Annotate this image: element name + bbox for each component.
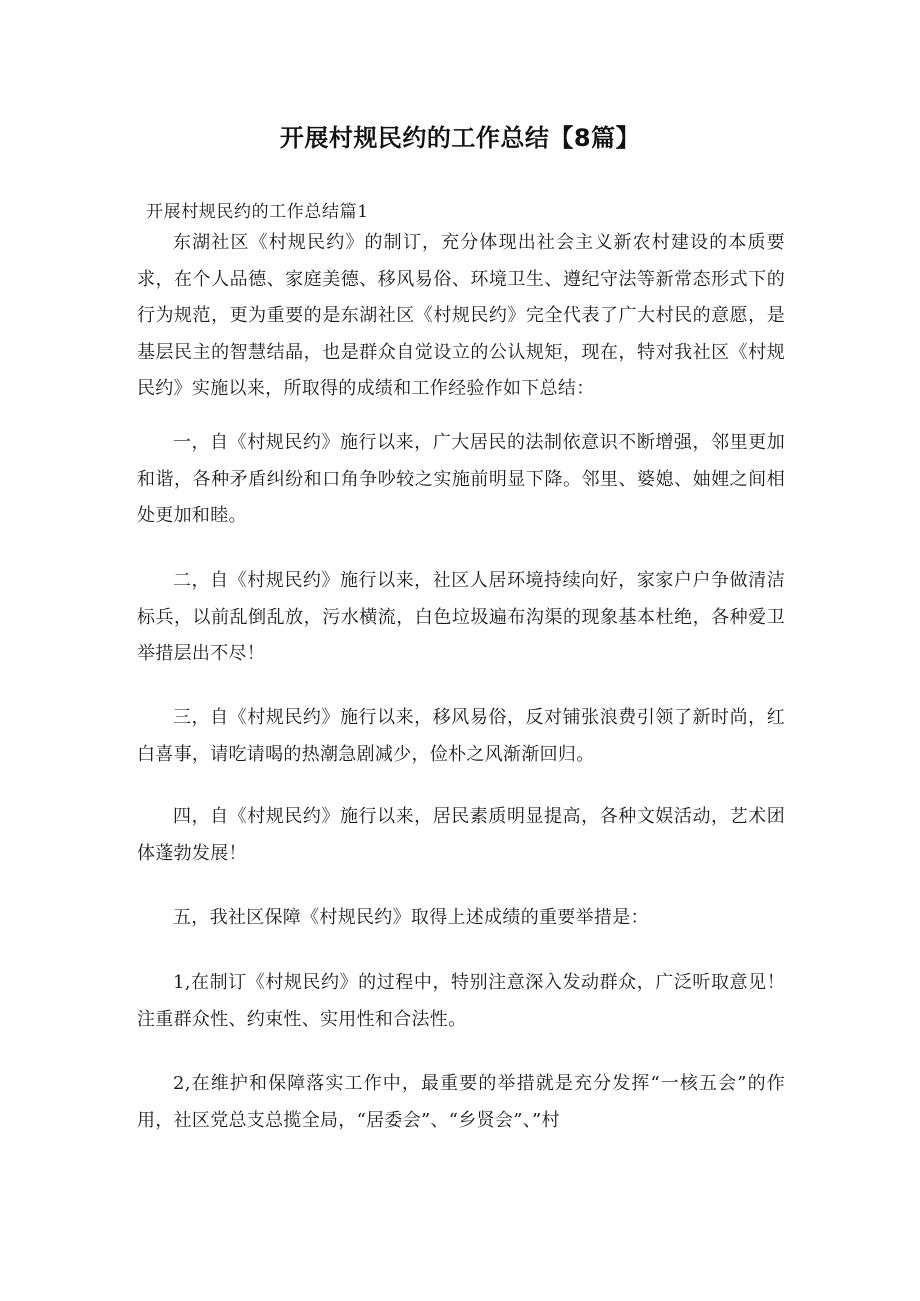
- section-heading: 开展村规民约的工作总结篇1: [146, 202, 369, 222]
- paragraph-measure-2: 2,在维护和保障落实工作中，最重要的举措就是充分发挥“一核五会”的作用，社区党总支总揽全局，“居委会”、“乡贤会”、”村: [137, 1073, 785, 1131]
- paragraph-point-4: 四，自《村规民约》施行以来，居民素质明显提高，各种文娱活动，艺术团体蓬勃发展！: [137, 806, 785, 864]
- document-title: 开展村规民约的工作总结【8篇】: [279, 124, 641, 152]
- paragraph-measure-1: 1,在制订《村规民约》的过程中，特别注意深入发动群众，广泛听取意见！注重群众性、约束性、实用性和合法性。: [137, 972, 785, 1030]
- paragraph-point-1: 一，自《村规民约》施行以来，广大居民的法制依意识不断增强，邻里更加和谐，各种矛盾纠纷和口角争吵较之实施前明显下降。邻里、婆媳、妯娌之间相处更加和睦。: [137, 432, 785, 526]
- paragraph-point-5: 五，我社区保障《村规民约》取得上述成绩的重要举措是：: [173, 907, 649, 928]
- paragraph-point-2: 二，自《村规民约》施行以来，社区人居环境持续向好，家家户户争做清洁标兵，以前乱倒乱放，污水横流，白色垃圾遍布沟渠的现象基本杜绝，各种爱卫举措层出不尽！: [137, 570, 785, 664]
- paragraph-intro: 东湖社区《村规民约》的制订，充分体现出社会主义新农村建设的本质要求，在个人品德、家庭美德、移风易俗、环境卫生、遵纪守法等新常态形式下的行为规范，更为重要的是东湖社区《村规民约》完全代表了广大村民的意愿，是基层民主的智慧结晶，也是群众自觉设立的公认规矩，现在，特对我社区《村规民约》实施以来，所取得的成绩和工作经验作如下总结：: [137, 232, 785, 399]
- paragraph-point-3: 三，自《村规民约》施行以来，移风易俗，反对铺张浪费引领了新时尚，红白喜事，请吃请喝的热潮急剧减少，俭朴之风渐渐回归。: [137, 707, 785, 765]
